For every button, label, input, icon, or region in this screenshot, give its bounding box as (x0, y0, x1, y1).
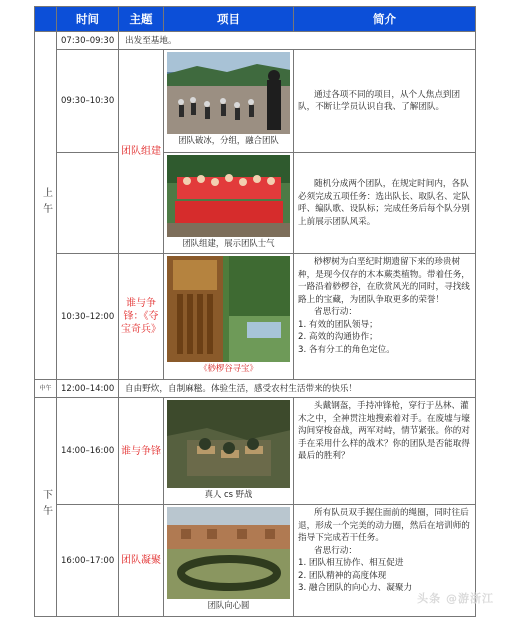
treasure-photo (167, 256, 290, 362)
header-period (35, 7, 57, 32)
watermark: 头条 @游浙江 (417, 592, 494, 605)
intro-text: 头戴钢盔，手持冲锋枪，穿行于丛林、灌木之中，全神贯注地搜索着对手。在废墟与壕沟间穿梭奋战，两军对峙，情节紧张。你的对手在采用什么样的战术？你的团队是否能取得最后的胜利？ (298, 401, 470, 461)
header-row (35, 7, 476, 32)
photo-caption: 团队组建，展示团队士气 (182, 238, 275, 248)
list-item: 3. 融合团队的向心力、凝聚力 (298, 583, 413, 593)
time-cell: 07:30–09:30 (57, 32, 119, 50)
intro-cell (294, 254, 476, 380)
header-intro: 简介 (294, 7, 476, 32)
list-item: 3. 各有分工的角色定位。 (298, 344, 395, 355)
photo-team (164, 153, 294, 254)
list-item: 2. 团队精神的高度体现 (298, 570, 387, 581)
reflect-title: 省思行动： (314, 307, 357, 317)
photo-caption: 真人 cs 野战 (204, 489, 253, 499)
theme-cohesion: 团队凝聚 (119, 505, 164, 617)
photo-caption: 团队向心圆 (207, 600, 250, 610)
circle-photo (167, 507, 290, 599)
period-afternoon: 下午 (35, 398, 57, 617)
time-cell: 16:00–17:00 (57, 505, 119, 617)
header-theme: 主题 (119, 7, 164, 32)
photo-treasure (164, 254, 294, 380)
time-cell: 09:30–10:30 (57, 50, 119, 153)
theme-team-building: 团队组建 (119, 50, 164, 254)
photo-cs (164, 398, 294, 505)
intro-cell (294, 398, 476, 505)
list-item: 2. 高效的沟通协作； (298, 332, 378, 342)
intro-text: 桫椤树为白垩纪时期遗留下来的珍贵树种，是现今仅存的木本蕨类植物。带着任务，一路沿着桫椤谷，在欣赏风光的同时，寻找线路上的宝藏，为团队争取更多的荣誉！ (298, 257, 470, 305)
intro-text: 随机分成两个团队，在规定时间内，各队必须完成五项任务：选出队长、取队名、定队呼、编队歌、设队标；完成任务后每个队分别上前展示团队风采。 (298, 179, 470, 227)
theme-treasure: 谁与争锋：《夺宝奇兵》 (119, 254, 164, 380)
photo-caption: 团队破冰，分组，融合团队 (178, 135, 279, 145)
departure-text: 出发至基地。 (119, 32, 476, 50)
table-row (35, 153, 476, 254)
period-morning: 上午 (35, 32, 57, 380)
time-cell: 14:00–16:00 (57, 398, 119, 505)
header-time: 时间 (57, 7, 119, 32)
cs-photo (167, 400, 290, 488)
reflect-title: 省思行动： (314, 545, 357, 556)
intro-text: 所有队员双手握住面前的绳圈，同时往后退，形成一个完美的动力圈，然后在培训师的指导下完成若干任务。 (298, 508, 470, 543)
intro-cell (294, 153, 476, 254)
table-row (35, 398, 476, 505)
team-photo (167, 155, 290, 237)
theme-compete: 谁与争锋 (119, 398, 164, 505)
table-row (35, 50, 476, 153)
intro-text: 通过各项不同的项目，从个人焦点到团队，不断让学员认识自我、了解团队。 (298, 89, 461, 112)
table-row (35, 32, 476, 50)
time-cell: 10:30–12:00 (57, 254, 119, 380)
header-project: 项目 (164, 7, 294, 32)
photo-icebreaker (164, 50, 294, 153)
table-row (35, 254, 476, 380)
list-item: 1. 有效的团队领导； (298, 319, 378, 330)
table-row (35, 505, 476, 617)
table-row (35, 380, 476, 398)
photo-circle (164, 505, 294, 617)
list-item: 1. 团队相互协作、相互促进 (298, 558, 404, 568)
time-cell-empty (57, 153, 119, 254)
schedule-table (34, 6, 476, 617)
photo-caption: 《桫椤谷寻宝》 (199, 363, 258, 373)
icebreaker-photo (167, 52, 290, 134)
lunch-text: 自由野炊，自制麻糍。体验生活，感受农村生活带来的快乐！ (119, 380, 476, 398)
intro-cell (294, 50, 476, 153)
time-cell: 12:00–14:00 (57, 380, 119, 398)
period-noon: 中午 (35, 380, 57, 398)
